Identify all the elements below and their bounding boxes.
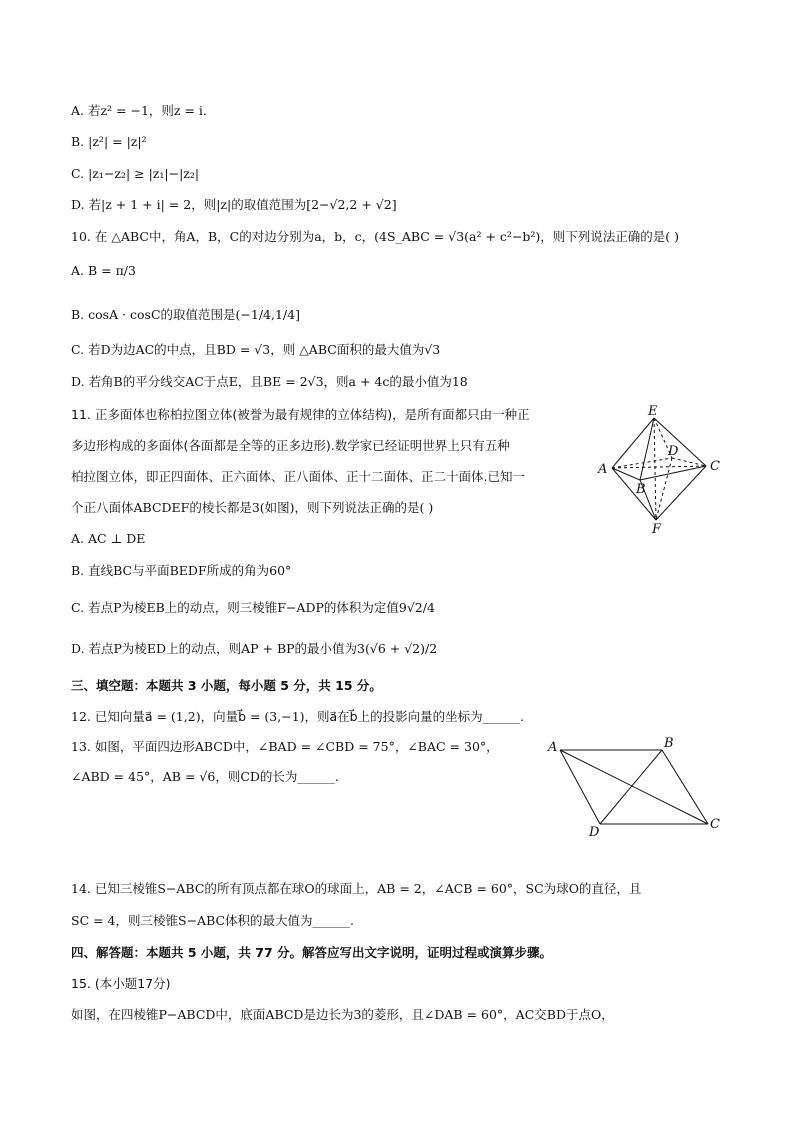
q14-stem-line-1: 14. 已知三棱锥S−ABC的所有顶点都在球O的球面上，AB = 2，∠ACB = 60°，SC为球O的直径，且	[71, 881, 642, 896]
q11-stem-line-2: 多边形构成的多面体(各面都是全等的正多边形).数学家已经证明世界上只有五种	[71, 438, 510, 453]
q9-option-b: B. |z²| = |z|²	[71, 134, 147, 149]
q9-option-d: D. 若|z + 1 + i| = 2，则|z|的取值范围为[2−√2,2 + √2]	[71, 197, 397, 212]
q11-option-d: D. 若点P为棱ED上的动点，则AP + BP的最小值为3(√6 + √2)/2	[71, 641, 438, 656]
q10-stem: 10. 在 △ABC中，角A，B，C的对边分别为a，b，c，(4S_ABC = √3(a² + c²−b²)，则下列说法正确的是( )	[71, 229, 680, 244]
vertex-label-a: A	[598, 462, 608, 477]
vertex-label-c: C	[710, 459, 720, 474]
q11-stem-line-4: 个正八面体ABCDEF的棱长都是3(如图)，则下列说法正确的是( )	[71, 500, 434, 515]
q11-stem-line-3: 柏拉图立体，即正四面体、正六面体、正八面体、正十二面体、正二十面体.已知一	[71, 469, 525, 484]
q15-stem: 如图，在四棱锥P−ABCD中，底面ABCD是边长为3的菱形，且∠DAB = 60°，AC交BD于点O，	[71, 1007, 614, 1022]
q15-title: 15. (本小题17分)	[71, 976, 171, 991]
quadrilateral-figure	[540, 734, 730, 840]
vertex-label-a: A	[548, 740, 558, 755]
octahedron-figure	[592, 402, 732, 538]
vertex-label-c: C	[710, 817, 720, 832]
q13-stem-line-2: ∠ABD = 45°，AB = √6，则CD的长为______.	[71, 769, 339, 784]
vertex-label-d: D	[668, 444, 679, 459]
q9-option-a: A. 若z² = −1，则z = i.	[71, 103, 207, 118]
vertex-label-e: E	[648, 404, 658, 419]
q9-option-c: C. |z₁−z₂| ≥ |z₁|−|z₂|	[71, 166, 200, 181]
q14-stem-line-2: SC = 4，则三棱锥S−ABC体积的最大值为______.	[71, 913, 355, 928]
vertex-label-f: F	[652, 522, 662, 537]
q10-option-d: D. 若角B的平分线交AC于点E，且BE = 2√3，则a + 4c的最小值为18	[71, 374, 468, 389]
q11-stem-line-1: 11. 正多面体也称柏拉图立体(被誉为最有规律的立体结构)，是所有面都只由一种正	[71, 407, 530, 422]
q11-option-a: A. AC ⊥ DE	[71, 531, 146, 546]
q11-option-c: C. 若点P为棱EB上的动点，则三棱锥F−ADP的体积为定值9√2/4	[71, 600, 435, 615]
q10-option-c: C. 若D为边AC的中点，且BD = √3，则 △ABC面积的最大值为√3	[71, 342, 441, 357]
q11-option-b: B. 直线BC与平面BEDF所成的角为60°	[71, 563, 292, 578]
section-fill-in-heading: 三、填空题：本题共 3 小题，每小题 5 分，共 15 分。	[71, 678, 382, 693]
section-solution-heading: 四、解答题：本题共 5 小题，共 77 分。解答应写出文字说明，证明过程或演算步骤。	[71, 945, 553, 960]
vertex-label-b: B	[636, 482, 646, 497]
q10-option-a: A. B = π/3	[71, 263, 136, 278]
q10-option-b: B. cosA · cosC的取值范围是(−1/4,1/4]	[71, 307, 300, 322]
vertex-label-d: D	[589, 825, 600, 840]
vertex-label-b: B	[664, 736, 674, 751]
q13-stem-line-1: 13. 如图，平面四边形ABCD中，∠BAD = ∠CBD = 75°，∠BAC = 30°，	[71, 739, 499, 754]
q12-stem: 12. 已知向量a⃗ = (1,2)，向量b⃗ = (3,−1)，则a⃗在b⃗上的投影向量的坐标为______.	[71, 709, 525, 724]
